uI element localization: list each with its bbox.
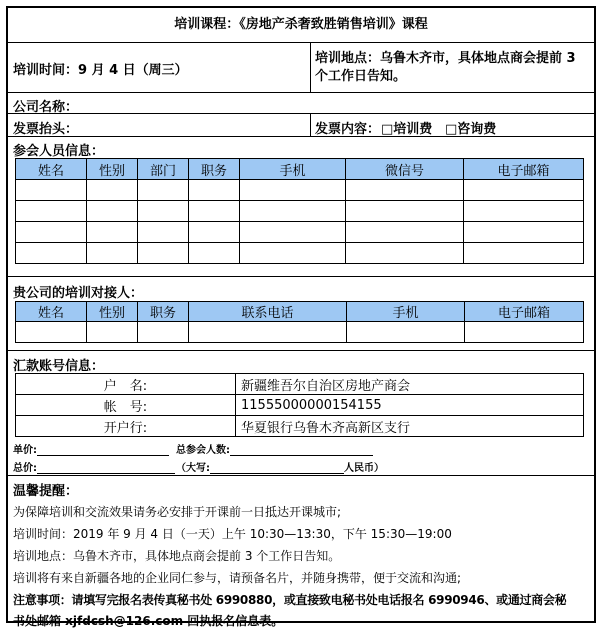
currency-label: 人民币） [344, 463, 384, 474]
contact-table [15, 301, 584, 343]
bank-value: 华夏银行乌鲁木齐高新区支行 [236, 416, 584, 437]
unit-price-blank[interactable] [37, 443, 169, 456]
participant-row[interactable] [16, 243, 584, 264]
account-number-value: 11555000000154155 [236, 395, 584, 416]
account-holder-value: 新疆维吾尔自治区房地产商会 [236, 374, 584, 395]
invoice-row [8, 114, 594, 137]
participants-heading: 参会人员信息： [13, 144, 105, 159]
notice-heading: 温馨提醒： [13, 484, 79, 499]
notice-line: 培训将有来自新疆各地的企业同仁参与，请预备名片，并随身携带，便于交流和沟通; [13, 571, 462, 585]
contact-row[interactable] [16, 322, 584, 343]
bank-label: 开户行: [16, 416, 236, 437]
col-email: 电子邮箱 [465, 302, 584, 322]
contact-heading: 贵公司的培训对接人： [13, 286, 144, 301]
contact-section [8, 277, 594, 351]
col-position: 职务 [138, 302, 189, 322]
unit-price-field[interactable] [13, 441, 169, 455]
notice-line: 培训时间：2019 年 9 月 4 日（一天）上午 10:30—13:30，下午 15:30—19:00 [13, 527, 452, 541]
col-phone: 联系电话 [189, 302, 347, 322]
note-line: 书处邮箱 xjfdcsh@126.com 回执报名信息表。 [13, 614, 284, 628]
company-row[interactable] [8, 93, 594, 114]
total-people-label: 总参会人数: [176, 445, 230, 456]
account-heading: 汇款账号信息： [13, 359, 105, 374]
capital-blank[interactable] [210, 461, 344, 474]
account-section [8, 351, 594, 476]
notice-line: 为保障培训和交流效果请务必安排于开课前一日抵达开课城市; [13, 505, 342, 519]
note-line: 注意事项：请填写完报名表传真秘书处 6990880，或直接致电秘书处电话报名 6990946、或通过商会秘 [13, 593, 567, 607]
training-location: 培训地点：乌鲁木齐市，具体地点商会提前 3 个工作日告知。 [315, 51, 576, 84]
col-name: 姓名 [16, 302, 87, 322]
account-row [16, 374, 584, 395]
invoice-option-training-fee[interactable]: □培训费 [381, 122, 433, 137]
company-name-label: 公司名称： [13, 100, 79, 115]
col-name: 姓名 [16, 159, 87, 180]
invoice-content-label: 发票内容： [315, 122, 381, 137]
total-price-label: 总价: [13, 463, 37, 474]
notice-line: 培训地点：乌鲁木齐市，具体地点商会提前 3 个工作日告知。 [13, 549, 341, 563]
participant-row[interactable] [16, 201, 584, 222]
col-mobile: 手机 [347, 302, 465, 322]
total-people-field[interactable] [176, 441, 373, 455]
course-title: 培训课程：《房地产杀奢致胜销售培训》课程 [174, 17, 428, 32]
col-mobile: 手机 [240, 159, 346, 180]
participants-section [8, 137, 594, 277]
col-position: 职务 [189, 159, 240, 180]
account-table [15, 373, 584, 437]
contact-header-row [16, 302, 584, 322]
training-time: 培训时间：9 月 4 日（周三） [13, 63, 188, 78]
invoice-option-consulting-fee[interactable]: □咨询费 [445, 122, 497, 137]
account-row [16, 416, 584, 437]
time-location-row [8, 43, 594, 93]
account-number-label: 帐 号: [16, 395, 236, 416]
col-gender: 性别 [87, 302, 138, 322]
divider [310, 43, 311, 92]
total-people-blank[interactable] [230, 443, 373, 456]
participant-row[interactable] [16, 180, 584, 201]
total-price-blank[interactable] [37, 461, 175, 474]
divider [310, 114, 311, 136]
col-email: 电子邮箱 [464, 159, 584, 180]
total-price-field[interactable] [13, 459, 175, 473]
participants-table [15, 158, 584, 264]
col-department: 部门 [138, 159, 189, 180]
capital-amount-field[interactable] [176, 459, 384, 473]
title-row [8, 8, 594, 43]
col-wechat: 微信号 [346, 159, 464, 180]
account-row [16, 395, 584, 416]
notice-section [8, 476, 594, 628]
unit-price-label: 单价: [13, 445, 37, 456]
participant-row[interactable] [16, 222, 584, 243]
account-holder-label: 户 名: [16, 374, 236, 395]
participants-header-row [16, 159, 584, 180]
registration-form [6, 6, 596, 628]
invoice-title-label: 发票抬头： [13, 122, 79, 137]
col-gender: 性别 [87, 159, 138, 180]
capital-label: （大写: [176, 463, 210, 474]
